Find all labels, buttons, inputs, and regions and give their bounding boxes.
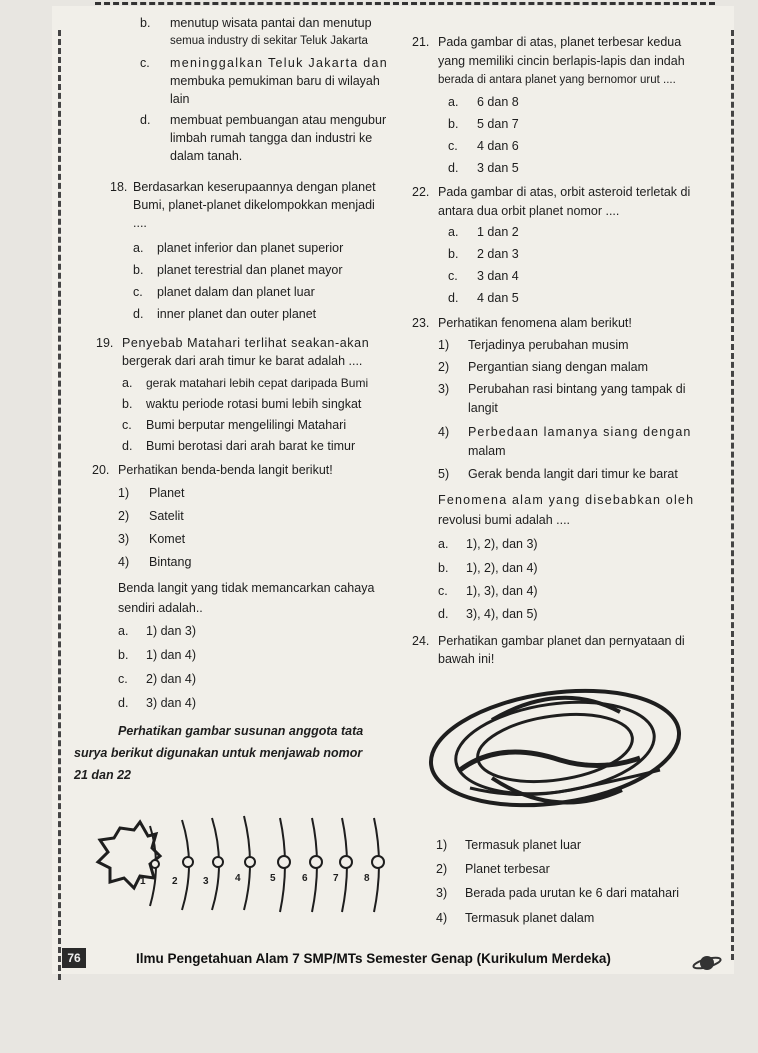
q22-option-letter: b. (448, 247, 459, 261)
q19-option-letter: c. (122, 418, 132, 432)
q17-option-letter: c. (140, 56, 150, 70)
q18-number: 18. (110, 180, 128, 194)
diagram-instruction: Perhatikan gambar susunan anggota tata (118, 724, 364, 738)
q19-option-text: Bumi berotasi dari arah barat ke timur (146, 439, 356, 453)
q17-option-text: limbah rumah tangga dan industri ke (170, 131, 373, 145)
q23-intro: Perhatikan fenomena alam berikut! (438, 316, 632, 330)
q22-option-text: 2 dan 3 (477, 247, 519, 261)
q18-option-text: planet inferior dan planet superior (157, 241, 344, 255)
q22-option-text: 3 dan 4 (477, 269, 519, 283)
diagram-instruction: surya berikut digunakan untuk menjawab nomor (74, 746, 363, 760)
saturn-illustration (424, 676, 687, 820)
planet-label: 2 (172, 876, 178, 887)
q20-item-number: 1) (118, 486, 130, 500)
planet-label: 4 (235, 873, 241, 884)
q20-item-text: Satelit (149, 509, 184, 523)
q18-option-letter: d. (133, 307, 144, 321)
q20-question: Benda langit yang tidak memancarkan cahaya (118, 581, 375, 595)
q23-question: revolusi bumi adalah .... (438, 513, 571, 527)
q21-option-text: 4 dan 6 (477, 139, 519, 153)
q20-option-letter: b. (118, 648, 129, 662)
q21-option-letter: c. (448, 139, 458, 153)
q23-item-number: 1) (438, 338, 450, 352)
q17-option-text: lain (170, 92, 190, 106)
planet-label: 7 (333, 873, 339, 884)
q18-text: .... (133, 216, 147, 230)
q23-item-number: 4) (438, 425, 450, 439)
q24-text: bawah ini! (438, 652, 495, 666)
footer-book-title: Ilmu Pengetahuan Alam 7 SMP/MTs Semester Genap (Kurikulum Merdeka) (136, 951, 611, 966)
q24-item-text: Termasuk planet dalam (465, 911, 595, 925)
planet-8 (372, 856, 384, 868)
q20-option-letter: a. (118, 624, 129, 638)
planet-1 (151, 860, 159, 868)
q24-item-number: 3) (436, 886, 448, 900)
q19-option-letter: d. (122, 439, 133, 453)
q23-item-text: Gerak benda langit dari timur ke barat (468, 467, 678, 481)
q19-text: bergerak dari arah timur ke barat adalah .... (122, 354, 363, 368)
q18-option-letter: a. (133, 241, 144, 255)
q20-item-text: Komet (149, 532, 186, 546)
q18-option-letter: c. (133, 285, 143, 299)
q19-option-text: gerak matahari lebih cepat daripada Bumi (146, 376, 369, 390)
q21-text: yang memiliki cincin berlapis-lapis dan indah (438, 54, 685, 68)
q23-item-text: Perubahan rasi bintang yang tampak di (468, 382, 686, 396)
q23-item-number: 5) (438, 467, 450, 481)
q23-option-text: 3), 4), dan 5) (466, 607, 538, 621)
planet-4 (245, 857, 255, 867)
q20-item-number: 3) (118, 532, 130, 546)
q24-item-text: Berada pada urutan ke 6 dari matahari (465, 886, 680, 900)
q22-text: antara dua orbit planet nomor .... (438, 204, 620, 218)
q23-option-text: 1), 2), dan 4) (466, 561, 538, 575)
q23-option-letter: b. (438, 561, 449, 575)
q24-item-text: Planet terbesar (465, 862, 550, 876)
q20-intro: Perhatikan benda-benda langit berikut! (118, 463, 333, 477)
q21-option-letter: a. (448, 95, 459, 109)
q20-option-text: 1) dan 3) (146, 624, 197, 638)
planet-6 (310, 856, 322, 868)
q22-option-text: 4 dan 5 (477, 291, 519, 305)
q20-option-letter: c. (118, 672, 128, 686)
planet-label: 8 (364, 873, 370, 884)
planet-7 (340, 856, 352, 868)
q23-item-text: Terjadinya perubahan musim (468, 338, 629, 352)
q18-option-letter: b. (133, 263, 144, 277)
q21-option-text: 6 dan 8 (477, 95, 519, 109)
planet-5 (278, 856, 290, 868)
q23-question: Fenomena alam yang disebabkan oleh (438, 493, 695, 507)
q20-option-text: 3) dan 4) (146, 696, 197, 710)
q22-option-letter: d. (448, 291, 459, 305)
q21-text: berada di antara planet yang bernomor urut .... (438, 74, 676, 86)
q18-option-text: planet dalam dan planet luar (157, 285, 315, 299)
q17-option-text: dalam tanah. (170, 149, 243, 163)
q24-item-number: 1) (436, 838, 448, 852)
q18-text: Bumi, planet-planet dikelompokkan menjadi (133, 198, 375, 212)
q23-option-letter: d. (438, 607, 449, 621)
footer-planet-ornament (692, 956, 721, 971)
q19-option-letter: b. (122, 397, 133, 411)
q21-option-text: 3 dan 5 (477, 161, 519, 175)
planet-label: 6 (302, 873, 308, 884)
q22-text: Pada gambar di atas, orbit asteroid terletak di (438, 185, 691, 199)
q17-option-text: membuka pemukiman baru di wilayah (170, 74, 380, 88)
q23-option-letter: a. (438, 537, 449, 551)
q20-item-text: Planet (149, 486, 185, 500)
planet-label: 1 (140, 876, 146, 887)
q19-option-text: waktu periode rotasi bumi lebih singkat (146, 397, 362, 411)
q17-option-text: menutup wisata pantai dan menutup (170, 16, 372, 30)
q21-option-letter: b. (448, 117, 459, 131)
q21-option-letter: d. (448, 161, 459, 175)
q23-option-text: 1), 2), dan 3) (466, 537, 538, 551)
q20-item-number: 4) (118, 555, 130, 569)
q17-option-letter: d. (140, 113, 151, 127)
q23-item-number: 2) (438, 360, 450, 374)
q23-item-text: langit (468, 401, 498, 415)
q23-number: 23. (412, 316, 430, 330)
q22-option-letter: a. (448, 225, 459, 239)
q18-text: Berdasarkan keserupaannya dengan planet (133, 180, 376, 194)
q19-number: 19. (96, 336, 114, 350)
q18-option-text: inner planet dan outer planet (157, 307, 317, 321)
q19-option-text: Bumi berputar mengelilingi Matahari (146, 418, 347, 432)
q19-option-letter: a. (122, 376, 133, 390)
q23-item-text: Perbedaan lamanya siang dengan (468, 425, 692, 439)
q24-number: 24. (412, 634, 430, 648)
q17-option-text: meninggalkan Teluk Jakarta dan (170, 56, 389, 70)
q23-option-text: 1), 3), dan 4) (466, 584, 538, 598)
q20-option-text: 1) dan 4) (146, 648, 197, 662)
planet-label: 5 (270, 873, 276, 884)
q24-item-number: 2) (436, 862, 448, 876)
q23-option-letter: c. (438, 584, 448, 598)
page-number: 76 (62, 948, 86, 968)
q20-item-text: Bintang (149, 555, 192, 569)
planet-label: 3 (203, 876, 209, 887)
q20-item-number: 2) (118, 509, 130, 523)
q24-item-text: Termasuk planet luar (465, 838, 582, 852)
q19-text: Penyebab Matahari terlihat seakan-akan (122, 336, 370, 350)
q24-item-number: 4) (436, 911, 448, 925)
q21-option-text: 5 dan 7 (477, 117, 519, 131)
q20-option-letter: d. (118, 696, 129, 710)
q24-text: Perhatikan gambar planet dan pernyataan di (438, 634, 685, 648)
q22-number: 22. (412, 185, 430, 199)
q20-number: 20. (92, 463, 110, 477)
q22-option-text: 1 dan 2 (477, 225, 519, 239)
planet-2 (183, 857, 193, 867)
q20-question: sendiri adalah.. (118, 601, 203, 615)
q21-text: Pada gambar di atas, planet terbesar kedua (438, 35, 682, 49)
diagram-instruction: 21 dan 22 (74, 768, 131, 782)
q18-option-text: planet terestrial dan planet mayor (157, 263, 343, 277)
q17-option-letter: b. (140, 16, 151, 30)
q22-option-letter: c. (448, 269, 458, 283)
q23-item-text: Pergantian siang dengan malam (468, 360, 648, 374)
q23-item-text: malam (468, 444, 506, 458)
q20-option-text: 2) dan 4) (146, 672, 197, 686)
q17-option-text: semua industry di sekitar Teluk Jakarta (170, 35, 368, 47)
planet-3 (213, 857, 223, 867)
q21-number: 21. (412, 35, 430, 49)
q17-option-text: membuat pembuangan atau mengubur (170, 113, 387, 127)
q23-item-number: 3) (438, 382, 450, 396)
